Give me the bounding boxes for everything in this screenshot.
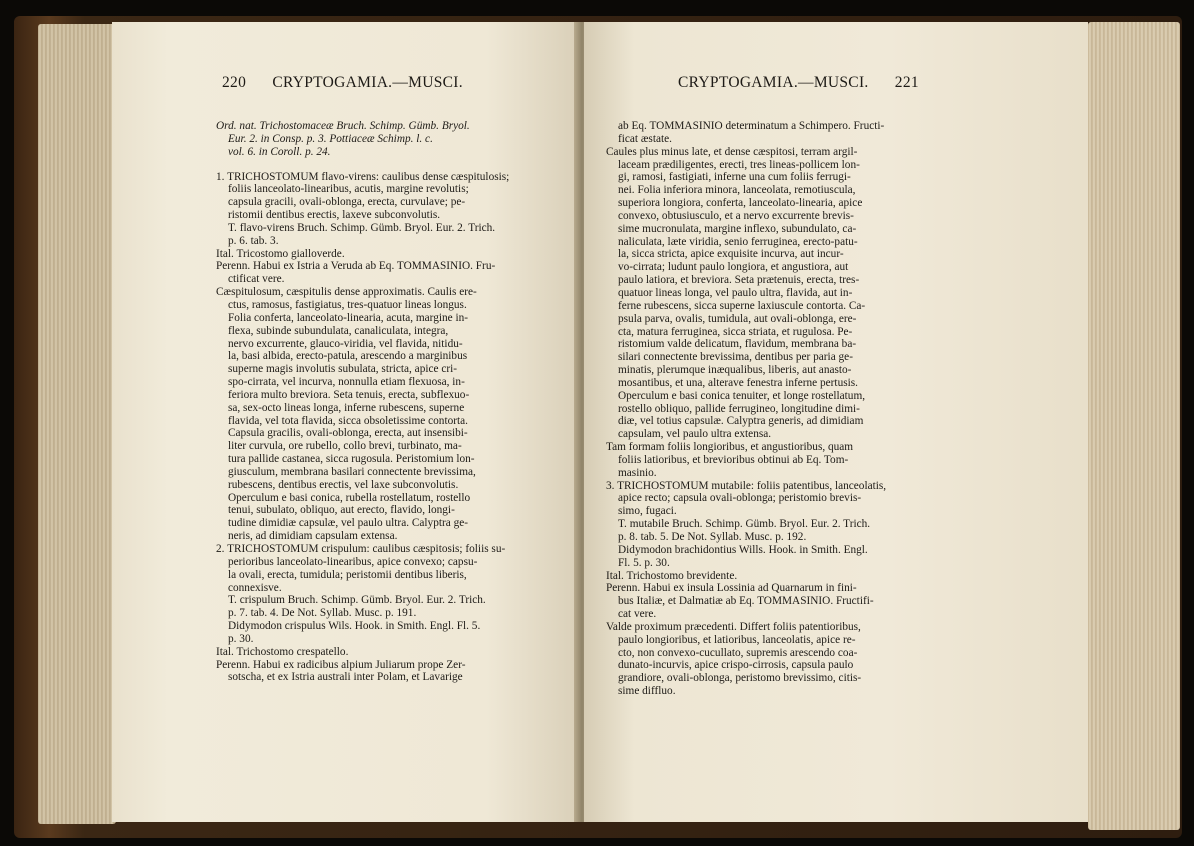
text-line: sime mucronulata, margine inflexo, subundulato, ca- <box>618 222 857 235</box>
text-line: foliis lanceolato-linearibus, acutis, margine revolutis; <box>228 183 469 196</box>
left-page <box>112 22 580 822</box>
text-line: spo-cirrata, vel incurva, nonnulla etiam flexuosa, in- <box>228 376 465 389</box>
text-line: capsulam, vel paulo ultra extensa. <box>618 428 772 441</box>
text-line <box>216 159 566 171</box>
text-line: sotscha, et ex Istria australi inter Polam, et Lavarige <box>228 671 463 684</box>
text-line: quatuor lineas longa, vel paulo ultra, flavida, aut in- <box>618 286 853 299</box>
text-line: mosantibus, et una, alterave fenestra inferne pertusis. <box>618 376 858 389</box>
text-line: flavida, vel tota flavida, sicca obsoletissime contorta. <box>228 414 468 427</box>
text-line: 1. TRICHOSTOMUM flavo-virens: caulibus dense cæspitulosis; <box>216 170 510 183</box>
text-line: cta, matura ferruginea, sicca striata, et rugulosa. Pe- <box>618 325 853 338</box>
page-edges-right <box>1088 22 1180 830</box>
text-line: rubescens, dentibus erectis, vel laxe subconvolutis. <box>228 478 459 491</box>
text-line: ristomii dentibus erectis, laxeve subconvolutis. <box>228 209 441 222</box>
text-line: Didymodon brachidontius Wills. Hook. in Smith. Engl. <box>618 543 868 556</box>
text-line: Operculum e basi conica, rubella rostellatum, rostello <box>228 491 471 504</box>
text-line: ferne rubescens, sicca superne laxiuscule contorta. Ca- <box>618 299 866 312</box>
text-line: nervo excurrente, glauco-viridia, vel flavida, nitidu- <box>228 337 463 350</box>
text-line: Valde proximum præcedenti. Differt foliis patentioribus, <box>606 620 861 633</box>
text-line: la, sicca stricta, apice exquisite incurva, aut incur- <box>618 248 844 261</box>
text-line: gi, ramosi, fastigiati, inferne una cum foliis ferrugi- <box>618 171 851 184</box>
text-line: simo, fugaci. <box>618 505 677 518</box>
text-line: paulo latiora, et breviora. Seta prætenuis, erecta, tres- <box>618 274 860 287</box>
right-running-title: CRYPTOGAMIA.—MUSCI. <box>678 74 869 91</box>
text-line: Ital. Trichostomo crespatello. <box>216 645 349 658</box>
text-line: Fl. 5. p. 30. <box>618 556 670 569</box>
text-line: Caules plus minus late, et dense cæspitosi, terram argil- <box>606 145 858 158</box>
text-line: p. 6. tab. 3. <box>228 234 279 247</box>
text-line: grandiore, ovali-oblonga, peristomo brevissimo, citis- <box>618 672 862 685</box>
text-line: vol. 6. in Coroll. p. 24. <box>228 145 331 158</box>
text-line: Cæspitulosum, cæspitulis dense approximatis. Caulis ere- <box>216 286 477 299</box>
text-line: ficat æstate. <box>618 132 672 145</box>
text-line: ctus, ramosus, fastigiatus, tres-quatuor lineas longus. <box>228 298 467 311</box>
text-line: liter curvula, ore rubello, collo brevi, turbinato, ma- <box>228 440 462 453</box>
text-line: cto, non convexo-cucullato, supremis arescendo coa- <box>618 646 858 659</box>
text-line: superne magis involutis subulata, stricta, apice cri- <box>228 363 458 376</box>
right-page-text <box>606 120 968 698</box>
text-line: paulo longioribus, et latioribus, lanceolatis, apice re- <box>618 633 856 646</box>
text-line: superiora longiora, conferta, lanceolato-linearia, apice <box>618 197 863 210</box>
text-line: ab Eq. TOMMASINIO determinatum a Schimpero. Fructi- <box>618 120 885 132</box>
text-line: psula parva, ovalis, tumidula, aut ovali-oblonga, ere- <box>618 312 857 325</box>
text-line: foliis latioribus, et brevioribus obtinui ab Eq. Tom- <box>618 453 849 466</box>
text-line: Perenn. Habui ex Istria a Veruda ab Eq. TOMMASINIO. Fru- <box>216 260 496 273</box>
text-line: tudine dimidiæ capsulæ, vel paulo ultra. Calyptra ge- <box>228 517 469 530</box>
text-line: masinio. <box>618 466 657 479</box>
text-line: la, basi albida, erecto-patula, arescendo a marginibus <box>228 350 468 363</box>
text-line: p. 30. <box>228 632 254 645</box>
right-page <box>584 22 1088 822</box>
text-line: giusculum, membrana basilari connectente brevissima, <box>228 465 476 478</box>
text-line: feriora multo breviora. Seta tenuis, erecta, subflexuo- <box>228 388 470 401</box>
left-running-title: CRYPTOGAMIA.—MUSCI. <box>272 74 463 91</box>
left-page-number: 220 <box>222 74 247 91</box>
text-line: Perenn. Habui ex radicibus alpium Juliarum prope Zer- <box>216 658 466 671</box>
text-line: T. crispulum Bruch. Schimp. Gümb. Bryol. Eur. 2. Trich. <box>228 594 486 607</box>
text-line: sa, sex-octo lineas longa, inferne rubescens, superne <box>228 401 465 414</box>
right-running-head <box>678 74 919 92</box>
text-line: nei. Folia inferiora minora, lanceolata, remotiuscula, <box>618 184 856 197</box>
text-line: la ovali, erecta, tumidula; peristomii dentibus liberis, <box>228 568 467 581</box>
text-line: Ord. nat. Trichostomaceæ Bruch. Schimp. Gümb. Bryol. <box>216 120 470 132</box>
text-line: neris, ad dimidiam capsulam extensa. <box>228 530 398 543</box>
text-line: Ital. Tricostomo gialloverde. <box>216 247 345 260</box>
text-line: ctificat vere. <box>228 273 285 286</box>
text-line: Ital. Trichostomo brevidente. <box>606 569 738 582</box>
text-line: rostello obliquo, pallide ferrugineo, longitudine dimi- <box>618 402 860 415</box>
text-line: convexo, obtusiusculo, et a nervo excurrente brevis- <box>618 209 854 222</box>
text-line: diæ, vel totius capsulæ. Calyptra generis, ad dimidiam <box>618 415 864 428</box>
text-line: minatis, plerumque inæqualibus, liberis, aut anasto- <box>618 364 852 377</box>
text-line: capsula gracili, ovali-oblonga, erecta, curvulave; pe- <box>228 196 466 209</box>
text-line: bus Italiæ, et Dalmatiæ ab Eq. TOMMASINIO. Fructifi- <box>618 595 874 608</box>
page-edges-left <box>38 24 116 824</box>
right-page-number: 221 <box>894 74 919 91</box>
text-line: p. 8. tab. 5. De Not. Syllab. Musc. p. 192. <box>618 531 807 543</box>
text-line: tenui, subulato, obliquo, aut erecto, flavido, longi- <box>228 504 455 517</box>
text-line: p. 7. tab. 4. De Not. Syllab. Musc. p. 191. <box>228 607 417 620</box>
text-line: T. flavo-virens Bruch. Schimp. Gümb. Bryol. Eur. 2. Trich. <box>228 221 496 234</box>
text-line: ristomium valde delicatum, flavidum, membrana ba- <box>618 338 857 351</box>
text-line: Folia conferta, lanceolato-linearia, acuta, margine in- <box>228 311 469 324</box>
text-line: Capsula gracilis, ovali-oblonga, erecta, aut insensibi- <box>228 427 468 440</box>
left-page-text <box>216 120 566 684</box>
text-line: Operculum e basi conica tenuiter, et longe rostellatum, <box>618 389 866 402</box>
text-line: Perenn. Habui ex insula Lossinia ad Quarnarum in fini- <box>606 582 857 595</box>
text-line: apice recto; capsula ovali-oblonga; peristomio brevis- <box>618 492 862 505</box>
left-running-head <box>222 74 463 92</box>
text-line: Tam formam foliis longioribus, et angustioribus, quam <box>606 441 854 454</box>
text-line: laceam prædiligentes, erecti, tres lineas-pollicem lon- <box>618 158 860 171</box>
text-line: Eur. 2. in Consp. p. 3. Pottiaceæ Schimp. l. c. <box>228 132 433 145</box>
text-line: Didymodon crispulus Wils. Hook. in Smith. Engl. Fl. 5. <box>228 620 481 633</box>
text-line: naliculata, læte viridia, senio ferruginea, erecto-patu- <box>618 235 858 248</box>
text-line: T. mutabile Bruch. Schimp. Gümb. Bryol. Eur. 2. Trich. <box>618 518 871 531</box>
text-line: connexisve. <box>228 581 282 594</box>
text-line: vo-cirrata; ludunt paulo longiora, et angustiora, aut <box>618 261 849 274</box>
text-line: silari connectente brevissima, dentibus per paria ge- <box>618 351 853 364</box>
text-line: sime diffluo. <box>618 685 676 698</box>
text-line: flexa, subinde subundulata, canaliculata, integra, <box>228 324 449 337</box>
text-line: dunato-incurvis, apice crispo-cirrosis, capsula paulo <box>618 659 854 672</box>
text-line: tura pallide castanea, sicca rugosula. Peristomium lon- <box>228 453 475 466</box>
text-line: perioribus lanceolato-linearibus, apice convexo; capsu- <box>228 555 478 568</box>
text-line: cat vere. <box>618 608 657 621</box>
text-line: 3. TRICHOSTOMUM mutabile: foliis patentibus, lanceolatis, <box>606 479 887 492</box>
text-line: 2. TRICHOSTOMUM crispulum: caulibus cæspitosis; foliis su- <box>216 543 506 555</box>
